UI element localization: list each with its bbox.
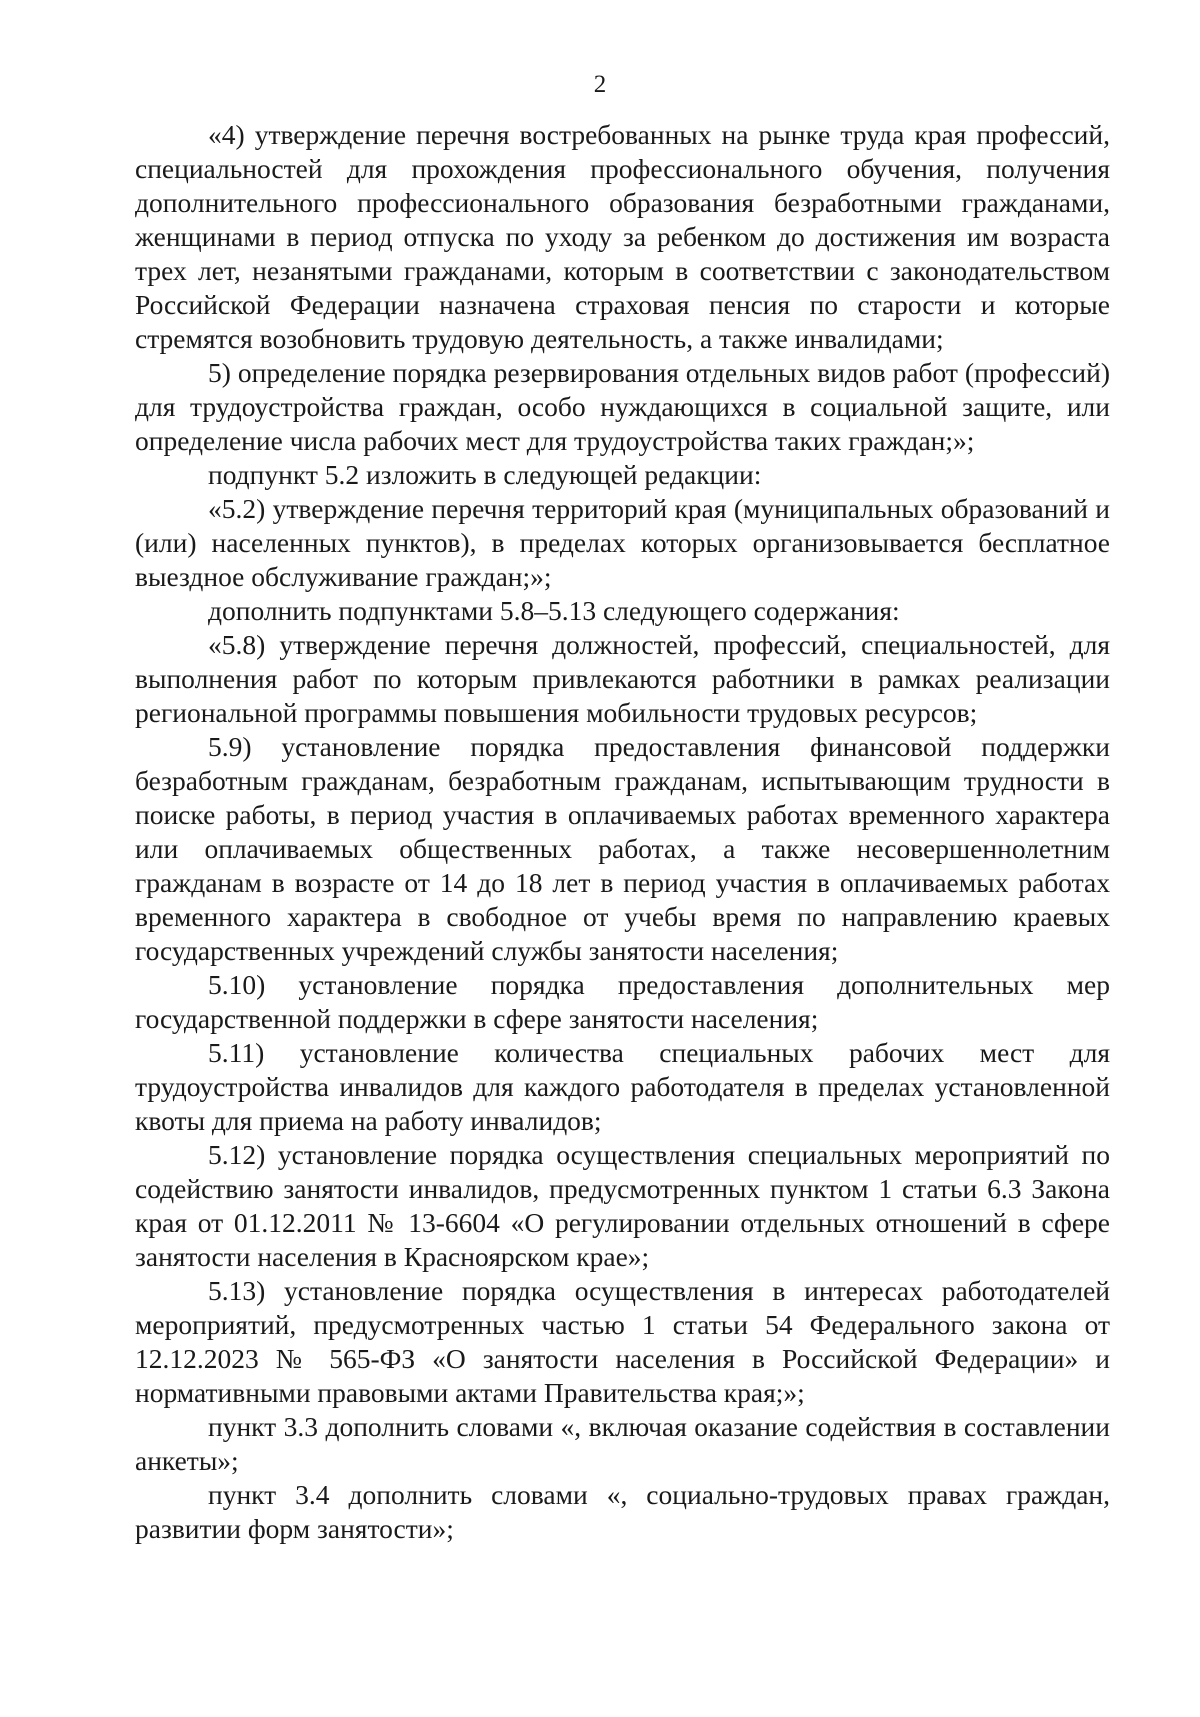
paragraph-item-5-10: 5.10) установление порядка предоставления дополнительных мер государственной поддержки в сфере занятости населения; <box>135 969 1110 1034</box>
paragraph-instruction-5-8-5-13: дополнить подпунктами 5.8–5.13 следующего содержания: <box>208 595 900 626</box>
paragraph-item-5: 5) определение порядка резервирования отдельных видов работ (профессий) для трудоустройства граждан, особо нуждающихся в социальной защите, или определение числа рабочих мест для трудоустройства таких граждан;»; <box>135 357 1110 456</box>
paragraph-item-5-11: 5.11) установление количества специальных рабочих мест для трудоустройства инвалидов для каждого работодателя в пределах установленной квоты для приема на работу инвалидов; <box>135 1037 1110 1136</box>
paragraph-item-4: «4) утверждение перечня востребованных на рынке труда края профессий, специальностей для прохождения профессионального обучения, получения дополнительного профессионального образования безработными гражданами, женщинами в период отпуска по уходу за ребенком до достижения им возраста трех лет, незанятыми гражданами, которым в соответствии с законодательством Российской Федерации назначена страховая пенсия по старости и которые стремятся возобновить трудовую деятельность, а также инвалидами; <box>135 119 1110 354</box>
paragraph-item-5-13: 5.13) установление порядка осуществления в интересах работодателей мероприятий, предусмотренных частью 1 статьи 54 Федерального закона от 12.12.2023 № 565-ФЗ «О занятости населения в Российской Федерации» и нормативными правовыми актами Правительства края;»; <box>135 1275 1110 1408</box>
paragraph-instruction-5-2: подпункт 5.2 изложить в следующей редакции: <box>208 459 762 490</box>
paragraph-item-5-2: «5.2) утверждение перечня территорий края (муниципальных образований и (или) населенных пунктов), в пределах которых организовывается бесплатное выездное обслуживание граждан;»; <box>135 493 1110 592</box>
page-number: 2 <box>593 71 607 98</box>
paragraph-point-3-4: пункт 3.4 дополнить словами «, социально-трудовых правах граждан, развитии форм занятости»; <box>135 1479 1110 1544</box>
paragraph-item-5-9: 5.9) установление порядка предоставления финансовой поддержки безработным гражданам, безработным гражданам, испытывающим трудности в поиске работы, в период участия в оплачиваемых работах временного характера или оплачиваемых общественных работах, а также несовершеннолетним гражданам в возрасте от 14 до 18 лет в период участия в оплачиваемых работах временного характера в свободное от учебы время по направлению краевых государственных учреждений службы занятости населения; <box>135 731 1110 966</box>
paragraph-item-5-12: 5.12) установление порядка осуществления специальных мероприятий по содействию занятости инвалидов, предусмотренных пунктом 1 статьи 6.3 Закона края от 01.12.2011 № 13-6604 «О регулировании отдельных отношений в сфере занятости населения в Красноярском крае»; <box>135 1139 1110 1272</box>
paragraph-item-5-8: «5.8) утверждение перечня должностей, профессий, специальностей, для выполнения работ по которым привлекаются работники в рамках реализации региональной программы повышения мобильности трудовых ресурсов; <box>135 629 1110 728</box>
document-body <box>135 118 1110 1546</box>
paragraph-point-3-3: пункт 3.3 дополнить словами «, включая оказание содействия в составлении анкеты»; <box>135 1411 1110 1476</box>
